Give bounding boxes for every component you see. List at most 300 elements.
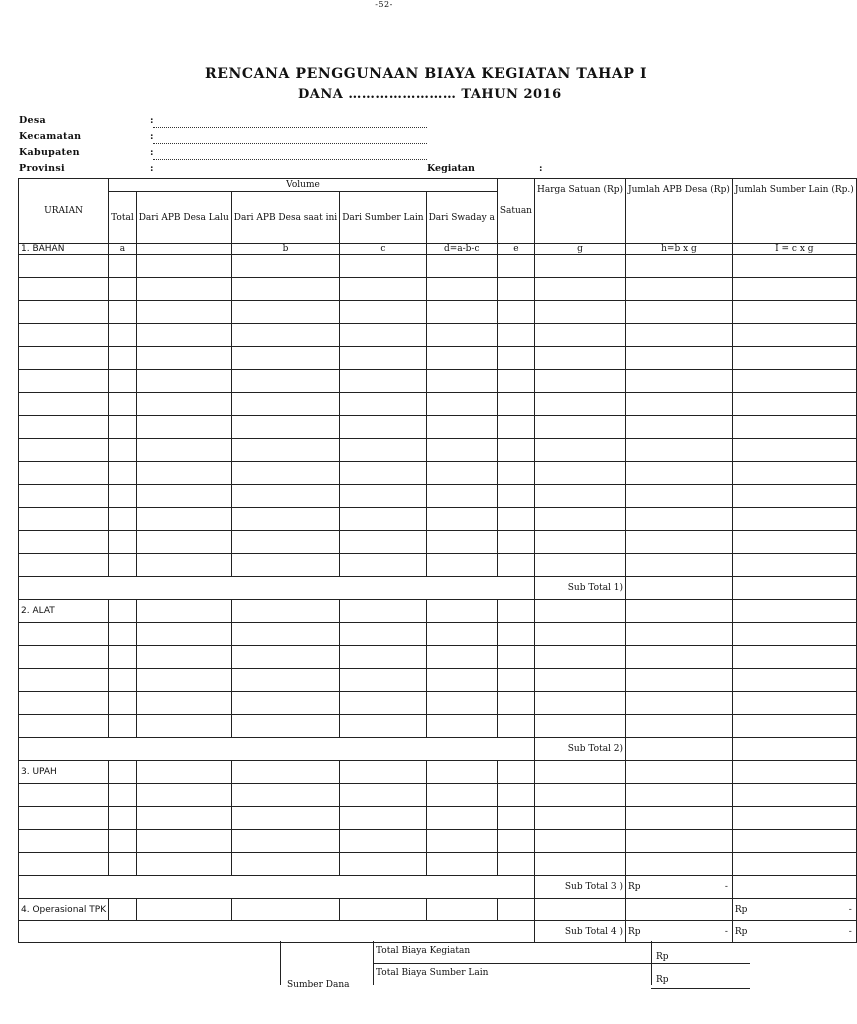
input-cell[interactable] (497, 715, 534, 738)
input-cell[interactable] (626, 324, 733, 347)
input-cell[interactable] (497, 899, 534, 921)
input-cell[interactable] (497, 692, 534, 715)
kecamatan-colon: : (150, 131, 154, 142)
input-cell[interactable] (340, 807, 426, 830)
input-cell[interactable] (426, 485, 497, 508)
input-cell[interactable] (497, 301, 534, 324)
input-cell[interactable] (732, 830, 856, 853)
kabupaten-colon: : (150, 147, 154, 158)
input-cell[interactable] (497, 324, 534, 347)
input-cell[interactable] (136, 462, 231, 485)
input-cell[interactable] (626, 669, 733, 692)
input-cell[interactable] (497, 255, 534, 278)
input-cell[interactable] (426, 623, 497, 646)
header-jumlah-apb-desa: Jumlah APB Desa (Rp) (626, 179, 733, 244)
input-cell[interactable] (109, 646, 137, 669)
uraian-cell[interactable] (19, 784, 109, 807)
input-cell[interactable] (626, 393, 733, 416)
input-cell[interactable] (136, 508, 231, 531)
input-cell[interactable] (534, 669, 625, 692)
input-cell[interactable] (626, 807, 733, 830)
input-cell[interactable] (231, 554, 339, 577)
input-cell[interactable] (136, 324, 231, 347)
input-cell[interactable] (109, 347, 137, 370)
code-i: I = c x g (732, 244, 856, 255)
input-cell[interactable] (340, 623, 426, 646)
input-cell[interactable] (534, 715, 625, 738)
input-cell[interactable] (426, 370, 497, 393)
input-cell[interactable] (497, 669, 534, 692)
input-cell[interactable] (109, 692, 137, 715)
subtotal-spacer (19, 577, 535, 600)
input-cell[interactable] (497, 807, 534, 830)
input-cell[interactable] (732, 715, 856, 738)
uraian-cell[interactable] (19, 830, 109, 853)
input-cell[interactable] (732, 531, 856, 554)
input-cell[interactable] (340, 531, 426, 554)
input-cell[interactable] (340, 301, 426, 324)
input-cell[interactable] (626, 439, 733, 462)
input-cell[interactable] (497, 508, 534, 531)
input-cell[interactable] (497, 462, 534, 485)
input-cell[interactable] (136, 692, 231, 715)
input-cell[interactable] (231, 784, 339, 807)
input-cell[interactable] (231, 416, 339, 439)
input-cell[interactable] (497, 531, 534, 554)
input-cell[interactable] (497, 554, 534, 577)
input-cell[interactable] (534, 508, 625, 531)
input-cell[interactable] (109, 393, 137, 416)
input-cell[interactable] (626, 416, 733, 439)
input-cell[interactable] (626, 853, 733, 876)
input-cell[interactable] (136, 485, 231, 508)
input-cell[interactable] (426, 600, 497, 623)
input-cell[interactable] (626, 370, 733, 393)
input-cell[interactable] (426, 830, 497, 853)
input-cell[interactable] (136, 554, 231, 577)
input-cell[interactable] (340, 462, 426, 485)
input-cell[interactable] (534, 485, 625, 508)
input-cell[interactable] (231, 347, 339, 370)
input-cell[interactable] (732, 784, 856, 807)
input-cell[interactable] (426, 393, 497, 416)
input-cell[interactable] (497, 646, 534, 669)
input-cell[interactable] (732, 324, 856, 347)
input-cell[interactable] (109, 899, 137, 921)
document-title: RENCANA PENGGUNAAN BIAYA KEGIATAN TAHAP I (205, 66, 648, 82)
input-cell[interactable] (109, 301, 137, 324)
input-cell[interactable] (340, 508, 426, 531)
input-cell[interactable] (340, 370, 426, 393)
input-cell[interactable] (626, 278, 733, 301)
subtotal-row (19, 738, 857, 761)
input-cell[interactable] (626, 255, 733, 278)
input-cell[interactable] (426, 899, 497, 921)
kabupaten-label: Kabupaten (19, 147, 80, 158)
input-cell[interactable] (732, 761, 856, 784)
input-cell[interactable] (426, 416, 497, 439)
subtotal-spacer (19, 738, 535, 761)
input-cell[interactable] (340, 784, 426, 807)
input-cell[interactable] (136, 646, 231, 669)
total-biaya-kegiatan-label: Total Biaya Kegiatan (376, 946, 471, 956)
input-cell[interactable] (497, 600, 534, 623)
input-cell[interactable] (109, 370, 137, 393)
input-cell[interactable] (534, 531, 625, 554)
subtotal-2-label: Sub Total 2) (534, 738, 625, 761)
input-cell[interactable] (340, 715, 426, 738)
uraian-cell[interactable] (19, 462, 109, 485)
input-cell[interactable] (534, 853, 625, 876)
input-cell[interactable] (426, 784, 497, 807)
input-cell[interactable] (534, 370, 625, 393)
input-cell[interactable] (109, 255, 137, 278)
input-cell[interactable] (109, 508, 137, 531)
input-cell[interactable] (136, 715, 231, 738)
input-cell[interactable] (626, 784, 733, 807)
input-cell[interactable] (497, 853, 534, 876)
uraian-cell[interactable] (19, 508, 109, 531)
input-cell[interactable] (231, 370, 339, 393)
input-cell[interactable] (136, 623, 231, 646)
uraian-cell[interactable] (19, 715, 109, 738)
input-cell[interactable] (340, 646, 426, 669)
input-cell[interactable] (109, 623, 137, 646)
input-cell[interactable] (136, 531, 231, 554)
section-operasional: 4. Operasional TPK (19, 899, 109, 921)
input-cell[interactable] (426, 853, 497, 876)
input-cell[interactable] (626, 623, 733, 646)
input-cell[interactable] (109, 462, 137, 485)
input-cell[interactable] (534, 600, 625, 623)
input-cell[interactable] (732, 600, 856, 623)
input-cell[interactable] (534, 899, 625, 921)
header-volume: Volume (109, 179, 498, 192)
input-cell[interactable] (497, 416, 534, 439)
total-biaya-sumber-lain-rp: Rp (656, 975, 669, 985)
subtotal-spacer (19, 876, 535, 899)
subtotal-1-label: Sub Total 1) (534, 577, 625, 600)
input-cell[interactable] (732, 692, 856, 715)
kecamatan-label: Kecamatan (19, 131, 82, 142)
input-cell[interactable] (626, 554, 733, 577)
input-cell[interactable] (231, 600, 339, 623)
input-cell[interactable] (534, 761, 625, 784)
uraian-cell[interactable] (19, 370, 109, 393)
uraian-cell[interactable] (19, 623, 109, 646)
input-cell[interactable] (109, 439, 137, 462)
input-cell[interactable] (732, 646, 856, 669)
input-cell[interactable] (109, 416, 137, 439)
section-bahan: 1. BAHAN (19, 244, 109, 255)
uraian-cell[interactable] (19, 393, 109, 416)
input-cell[interactable] (426, 692, 497, 715)
input-cell[interactable] (732, 462, 856, 485)
table-row (19, 301, 857, 324)
uraian-cell[interactable] (19, 554, 109, 577)
desa-label: Desa (19, 115, 46, 126)
input-cell[interactable] (340, 393, 426, 416)
input-cell[interactable] (732, 255, 856, 278)
input-cell[interactable] (109, 830, 137, 853)
input-cell[interactable] (426, 531, 497, 554)
input-cell[interactable] (136, 807, 231, 830)
input-cell[interactable] (136, 853, 231, 876)
desa-field[interactable] (153, 127, 427, 128)
table-row (19, 899, 857, 921)
input-cell[interactable] (231, 899, 339, 921)
input-cell[interactable] (109, 554, 137, 577)
input-cell[interactable] (231, 485, 339, 508)
input-cell[interactable] (426, 646, 497, 669)
input-cell[interactable] (340, 439, 426, 462)
rp-label: Rp (628, 926, 641, 937)
input-cell[interactable] (626, 715, 733, 738)
input-cell[interactable] (534, 393, 625, 416)
input-cell[interactable] (231, 830, 339, 853)
input-cell[interactable] (497, 439, 534, 462)
uraian-cell[interactable] (19, 669, 109, 692)
input-cell[interactable] (109, 784, 137, 807)
kabupaten-field[interactable] (153, 159, 427, 160)
kecamatan-field[interactable] (153, 143, 427, 144)
uraian-cell[interactable] (19, 531, 109, 554)
input-cell[interactable] (497, 761, 534, 784)
input-cell[interactable] (732, 485, 856, 508)
input-cell[interactable] (626, 899, 733, 921)
input-cell[interactable] (534, 255, 625, 278)
input-cell[interactable] (626, 600, 733, 623)
table-row (19, 830, 857, 853)
input-cell[interactable] (534, 830, 625, 853)
input-cell[interactable] (136, 899, 231, 921)
subtotal-4-label: Sub Total 4 ) (534, 921, 625, 943)
input-cell[interactable] (136, 784, 231, 807)
table-row (19, 807, 857, 830)
input-cell[interactable] (109, 531, 137, 554)
input-cell[interactable] (497, 393, 534, 416)
input-cell[interactable] (109, 807, 137, 830)
input-cell[interactable] (732, 439, 856, 462)
input-cell[interactable] (534, 278, 625, 301)
input-cell[interactable] (136, 761, 231, 784)
input-cell[interactable] (626, 531, 733, 554)
input-cell[interactable] (136, 301, 231, 324)
kegiatan-label: Kegiatan (427, 163, 475, 174)
uraian-cell[interactable] (19, 692, 109, 715)
input-cell[interactable] (340, 853, 426, 876)
input-cell[interactable] (109, 485, 137, 508)
input-cell[interactable] (340, 692, 426, 715)
input-cell[interactable] (732, 347, 856, 370)
input-cell[interactable] (109, 761, 137, 784)
input-cell[interactable] (231, 508, 339, 531)
input-cell[interactable] (340, 761, 426, 784)
input-cell[interactable] (426, 508, 497, 531)
input-cell[interactable] (231, 761, 339, 784)
input-cell[interactable] (231, 692, 339, 715)
input-cell[interactable] (136, 278, 231, 301)
uraian-cell[interactable] (19, 807, 109, 830)
input-cell[interactable] (231, 439, 339, 462)
input-cell[interactable] (534, 347, 625, 370)
input-cell[interactable] (340, 324, 426, 347)
input-cell[interactable] (426, 301, 497, 324)
input-cell[interactable] (136, 370, 231, 393)
input-cell[interactable] (626, 508, 733, 531)
input-cell[interactable] (340, 485, 426, 508)
input-cell[interactable] (340, 416, 426, 439)
input-cell[interactable] (426, 807, 497, 830)
input-cell[interactable] (426, 761, 497, 784)
header-dari-apb-desa-saat-ini: Dari APB Desa saat ini (231, 192, 339, 244)
input-cell[interactable] (136, 255, 231, 278)
input-cell[interactable] (231, 462, 339, 485)
input-cell[interactable] (534, 554, 625, 577)
input-cell[interactable] (732, 416, 856, 439)
input-cell[interactable] (732, 278, 856, 301)
input-cell[interactable] (136, 416, 231, 439)
table-row (19, 347, 857, 370)
input-cell[interactable] (426, 439, 497, 462)
input-cell[interactable] (497, 347, 534, 370)
input-cell[interactable] (626, 692, 733, 715)
input-cell[interactable] (426, 554, 497, 577)
input-cell[interactable] (732, 301, 856, 324)
uraian-cell[interactable] (19, 255, 109, 278)
total-biaya-sumber-lain-label: Total Biaya Sumber Lain (376, 968, 489, 978)
uraian-cell[interactable] (19, 485, 109, 508)
input-cell[interactable] (340, 830, 426, 853)
header-dari-sumber-lain: Dari Sumber Lain (340, 192, 426, 244)
input-cell[interactable] (109, 853, 137, 876)
input-cell[interactable] (136, 393, 231, 416)
input-cell[interactable] (136, 669, 231, 692)
input-cell[interactable] (626, 301, 733, 324)
dash-value: - (848, 926, 852, 937)
header-dari-apb-desa-lalu: Dari APB Desa Lalu (136, 192, 231, 244)
input-cell[interactable] (136, 347, 231, 370)
input-cell[interactable] (109, 600, 137, 623)
input-cell[interactable] (231, 278, 339, 301)
input-cell[interactable] (534, 324, 625, 347)
input-cell[interactable] (136, 830, 231, 853)
uraian-cell[interactable] (19, 278, 109, 301)
input-cell[interactable] (732, 370, 856, 393)
input-cell[interactable] (231, 807, 339, 830)
uraian-cell[interactable] (19, 439, 109, 462)
uraian-cell[interactable] (19, 416, 109, 439)
input-cell[interactable] (231, 393, 339, 416)
uraian-cell[interactable] (19, 646, 109, 669)
input-cell[interactable] (109, 669, 137, 692)
dash-value: - (848, 904, 852, 915)
input-cell[interactable] (626, 485, 733, 508)
input-cell[interactable] (497, 623, 534, 646)
input-cell[interactable] (497, 485, 534, 508)
input-cell[interactable] (340, 278, 426, 301)
input-cell[interactable] (136, 439, 231, 462)
input-cell[interactable] (426, 715, 497, 738)
rp-label: Rp (734, 904, 748, 915)
input-cell[interactable] (426, 347, 497, 370)
input-cell[interactable] (626, 347, 733, 370)
input-cell[interactable] (340, 669, 426, 692)
input-cell[interactable] (426, 278, 497, 301)
subtotal-apb-value (626, 876, 733, 899)
table-row (19, 692, 857, 715)
input-cell[interactable] (231, 623, 339, 646)
input-cell[interactable] (136, 600, 231, 623)
input-cell[interactable] (231, 531, 339, 554)
input-cell[interactable] (626, 646, 733, 669)
input-cell[interactable] (534, 623, 625, 646)
input-cell[interactable] (534, 439, 625, 462)
uraian-cell[interactable] (19, 301, 109, 324)
uraian-cell[interactable] (19, 347, 109, 370)
input-cell[interactable] (534, 462, 625, 485)
table-row (19, 508, 857, 531)
input-cell[interactable] (340, 554, 426, 577)
input-cell[interactable] (340, 600, 426, 623)
uraian-cell[interactable] (19, 853, 109, 876)
uraian-cell[interactable] (19, 324, 109, 347)
input-cell[interactable] (534, 301, 625, 324)
input-cell[interactable] (340, 347, 426, 370)
input-cell[interactable] (231, 301, 339, 324)
input-cell[interactable] (497, 784, 534, 807)
table-row (19, 439, 857, 462)
input-cell[interactable] (732, 623, 856, 646)
input-cell[interactable] (497, 370, 534, 393)
input-cell[interactable] (732, 393, 856, 416)
input-cell[interactable] (732, 853, 856, 876)
input-cell[interactable] (426, 324, 497, 347)
input-cell[interactable] (626, 462, 733, 485)
input-cell[interactable] (534, 692, 625, 715)
input-cell[interactable] (231, 255, 339, 278)
input-cell[interactable] (534, 416, 625, 439)
input-cell[interactable] (231, 853, 339, 876)
input-cell[interactable] (732, 554, 856, 577)
input-cell[interactable] (497, 830, 534, 853)
input-cell[interactable] (732, 508, 856, 531)
input-cell[interactable] (231, 324, 339, 347)
input-cell[interactable] (732, 669, 856, 692)
table-row (19, 853, 857, 876)
input-cell[interactable] (534, 807, 625, 830)
input-cell[interactable] (426, 462, 497, 485)
input-cell[interactable] (340, 899, 426, 921)
input-cell[interactable] (426, 669, 497, 692)
input-cell[interactable] (231, 715, 339, 738)
input-cell[interactable] (231, 669, 339, 692)
input-cell[interactable] (340, 255, 426, 278)
input-cell[interactable] (534, 784, 625, 807)
input-cell[interactable] (732, 807, 856, 830)
input-cell[interactable] (231, 646, 339, 669)
input-cell[interactable] (534, 646, 625, 669)
input-cell[interactable] (426, 255, 497, 278)
table-row (19, 761, 857, 784)
input-cell[interactable] (109, 278, 137, 301)
header-harga-satuan: Harga Satuan (Rp) (534, 179, 625, 244)
input-cell[interactable] (109, 715, 137, 738)
input-cell[interactable] (626, 761, 733, 784)
input-cell[interactable] (497, 278, 534, 301)
input-cell[interactable] (626, 830, 733, 853)
input-cell[interactable] (109, 324, 137, 347)
